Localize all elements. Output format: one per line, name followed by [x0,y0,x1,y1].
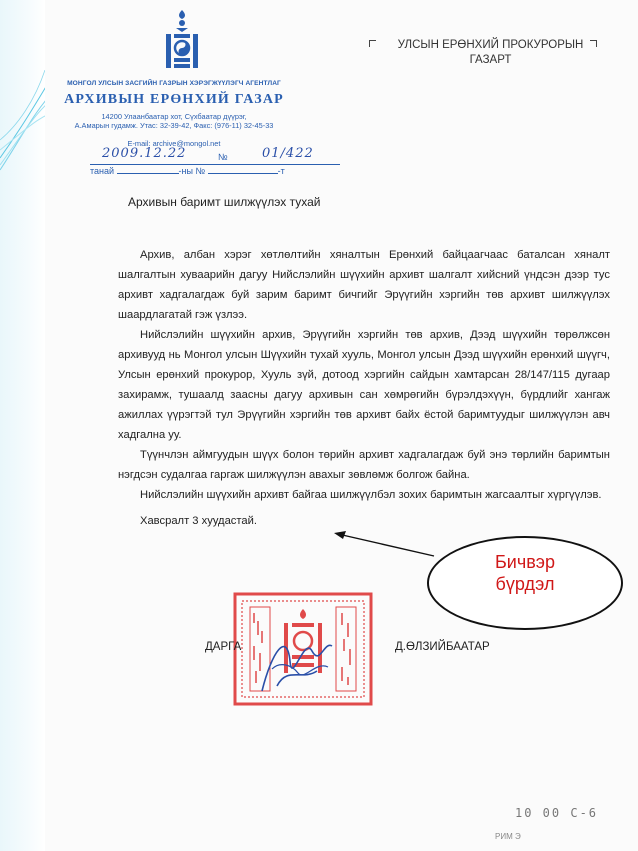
reference-line [90,165,285,176]
addressee-line-2: ГАЗАРТ [469,54,512,66]
signatory-position: ДАРГА [205,641,242,653]
bottom-fragment-text: РИМ Э [495,832,521,841]
letter-subject: Архивын баримт шилжүүлэх тухай [128,195,321,209]
tanai-label: танай [90,166,115,176]
reference-blank-2 [208,165,278,174]
email-line: E-mail: archive@mongol.net [127,139,221,148]
ny-no-label: -ны № [178,166,206,176]
soyombo-emblem-icon [160,8,204,72]
body-paragraph-4: Нийслэлийн шүүхийн архивт байгаа шилжүүлбэл зохих баримтын жагсаалтыг хүргүүлэв. [140,489,602,501]
signatory-name: Д.ӨЛЗИЙБААТАР [395,641,490,653]
official-red-stamp [232,591,374,707]
attachment-note: Хавсралт 3 хуудастай. [140,515,257,527]
body-paragraph-3: Түүнчлэн аймгуудын шүүх болон төрийн архивт хадгалагдаж буй энэ төрлийн баримтын нэгдсэн судалгаа гаргаж шилжүүлэн авахыг зөвлөмж болгож байна. [118,449,610,481]
agency-heading: МОНГОЛ УЛСЫН ЗАСГИЙН ГАЗРЫН ХЭРЭГЖҮҮЛЭГЧ АГЕНТЛАГ [67,80,281,87]
address-line-1: 14200 Улаанбаатар хот, Сүхбаатар дүүрэг, [101,112,247,121]
reference-blank-1 [117,165,179,174]
t-suffix-label: -т [277,166,285,176]
callout-line-2: бүрдэл [495,574,555,594]
handwritten-date: 2009.12.22 [102,146,187,161]
callout-ellipse [427,536,623,630]
handwritten-number: 01/422 [262,146,314,161]
body-paragraph-2: Нийслэлийн шүүхийн архив, Эрүүгийн хэргийн төв архив, Дээд шүүхийн төрөлжсөн архивууд нь Монгол улсын Шүүхийн тухай хууль, Монгол улсын Дээд шүүхийн ерөнхий шүүгч, Улсын ерөнхий прокурор, Хууль зүй, дотоод хэргийн сайдын хамтарсан 28/147/115 дугаар захирамж, тушаалд заасны дагуу архивын сан хөмрөгийн бүрэлдэхүүн, бүрдлийг хангаж ажиллах үүрэгтэй тул Эрүүгийн хэргийн төв архивт байх ёстой баримтуудыг шилжүүлэн авч хадгална уу. [118,329,610,441]
dot-matrix-print: 10 00 С-6 [515,806,599,820]
body-paragraph-1: Архив, албан хэрэг хөтлөлтийн хяналтын Ерөнхий байцаагчаас баталсан хяналт шалгалтын хуваарийн дагуу Нийслэлийн шүүхийн архивт шалгалт хийсний үндсэн дээр тус архивт хадгалагдаж буй зарим баримт бичгийг Эрүүгийн хэргийн төв архивт шилжүүлэх шаардлагатай гэж үзлээ. [118,249,610,321]
number-sign: № [218,152,228,162]
callout-arrow [330,520,440,565]
archive-title: АРХИВЫН ЕРӨНХИЙ ГАЗАР [64,92,284,107]
address-line-2: А.Амарын гудамж. Утас: 32-39-42, Факс: (976-11) 32-45-33 [74,121,274,130]
addressee-block [383,38,598,68]
letter-body [118,245,610,531]
callout-line-1: Бичвэр [494,552,555,572]
addressee-line-1: УЛСЫН ЕРӨНХИЙ ПРОКУРОРЫН [397,39,584,51]
addressee-corner-left [369,40,376,47]
